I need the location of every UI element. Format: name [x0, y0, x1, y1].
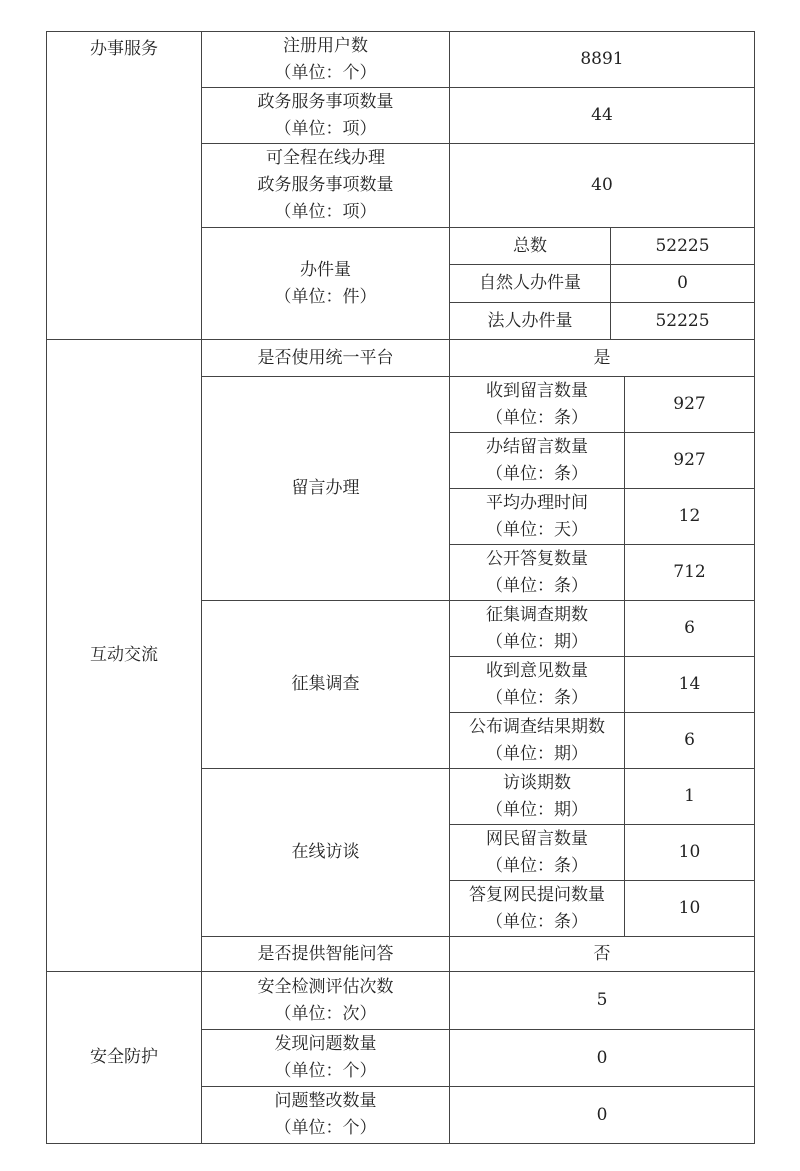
section-service-title — [46, 31, 202, 340]
survey-periods-label: 征集调查期数 （单位：期） — [449, 600, 625, 657]
registered-users-label: 注册用户数 （单位：个） — [201, 31, 450, 88]
registered-users-value: 8891 — [449, 31, 755, 88]
messages-completed-value: 927 — [624, 432, 755, 489]
messages-received-value: 927 — [624, 376, 755, 433]
messages-received-label: 收到留言数量 （单位：条） — [449, 376, 625, 433]
survey-opinions-value: 14 — [624, 656, 755, 713]
cases-total-label: 总数 — [449, 227, 611, 265]
online-items-label: 可全程在线办理 政务服务事项数量 （单位：项） — [201, 143, 450, 228]
issues-found-value: 0 — [449, 1029, 755, 1087]
cases-natural-person-value: 0 — [610, 264, 755, 303]
section-security-title — [46, 971, 202, 1144]
assessments-value: 5 — [449, 971, 755, 1030]
messages-avg-time-value: 12 — [624, 488, 755, 545]
interview-answers-value: 10 — [624, 880, 755, 937]
messages-group-label: 留言办理 — [201, 376, 450, 601]
interview-periods-value: 1 — [624, 768, 755, 825]
survey-group-label: 征集调查 — [201, 600, 450, 769]
messages-avg-time-label: 平均办理时间 （单位：天） — [449, 488, 625, 545]
issues-found-label: 发现问题数量 （单位：个） — [201, 1029, 450, 1087]
cases-label: 办件量 （单位：件） — [201, 227, 450, 340]
unified-platform-value: 是 — [449, 339, 755, 377]
service-items-value: 44 — [449, 87, 755, 144]
cases-legal-person-label: 法人办件量 — [449, 302, 611, 340]
smart-qa-label: 是否提供智能问答 — [201, 936, 450, 972]
issues-fixed-label: 问题整改数量 （单位：个） — [201, 1086, 450, 1144]
survey-opinions-label: 收到意见数量 （单位：条） — [449, 656, 625, 713]
section-title: 办事服务 — [90, 39, 158, 59]
issues-fixed-value: 0 — [449, 1086, 755, 1144]
interview-periods-label: 访谈期数 （单位：期） — [449, 768, 625, 825]
interview-answers-label: 答复网民提问数量 （单位：条） — [449, 880, 625, 937]
section-title: 互动交流 — [90, 645, 158, 665]
assessments-label: 安全检测评估次数 （单位：次） — [201, 971, 450, 1030]
cases-natural-person-label: 自然人办件量 — [449, 264, 611, 303]
smart-qa-value: 否 — [449, 936, 755, 972]
interview-netizen-messages-label: 网民留言数量 （单位：条） — [449, 824, 625, 881]
cases-total-value: 52225 — [610, 227, 755, 265]
survey-results-value: 6 — [624, 712, 755, 769]
section-title: 安全防护 — [90, 1047, 158, 1067]
online-items-value: 40 — [449, 143, 755, 228]
survey-periods-value: 6 — [624, 600, 755, 657]
service-items-label: 政务服务事项数量 （单位：项） — [201, 87, 450, 144]
interview-group-label: 在线访谈 — [201, 768, 450, 937]
section-interaction-title — [46, 339, 202, 972]
interview-netizen-messages-value: 10 — [624, 824, 755, 881]
messages-public-replies-label: 公开答复数量 （单位：条） — [449, 544, 625, 601]
survey-results-label: 公布调查结果期数 （单位：期） — [449, 712, 625, 769]
unified-platform-label: 是否使用统一平台 — [201, 339, 450, 377]
cases-legal-person-value: 52225 — [610, 302, 755, 340]
messages-public-replies-value: 712 — [624, 544, 755, 601]
messages-completed-label: 办结留言数量 （单位：条） — [449, 432, 625, 489]
